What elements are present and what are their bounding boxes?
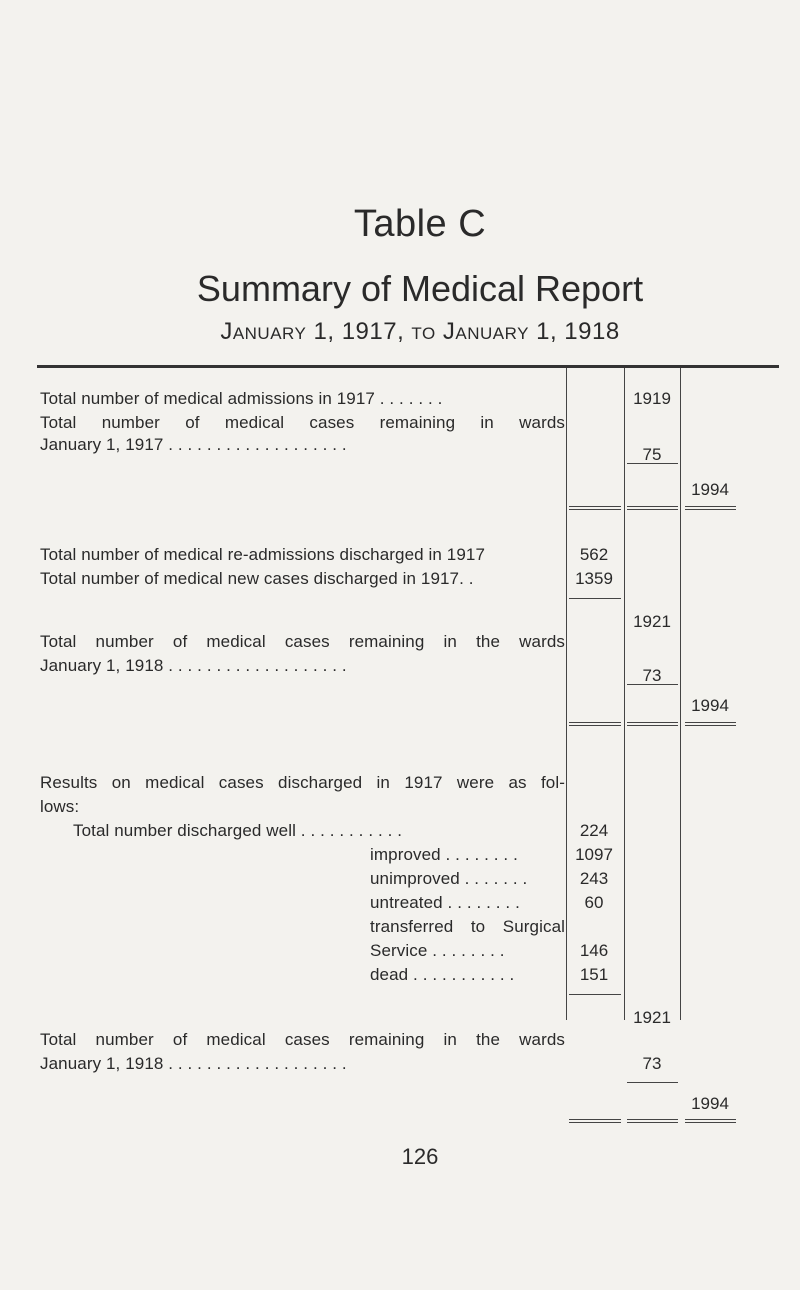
sum-rule-1 [627, 463, 678, 464]
double-rule-3a [569, 1119, 621, 1123]
row-remaining-1917-label-2: January 1, 1917 . . . . . . . . . . . . . . . . . . . [40, 435, 347, 454]
double-rule-2c [685, 722, 736, 726]
double-rule-3c [685, 1119, 736, 1123]
result-dead-label: dead . . . . . . . . . . . [370, 965, 515, 984]
row-new-cases-label: Total number of medical new cases discharged in 1917. . [40, 569, 474, 588]
sum-rule-3 [627, 684, 678, 685]
double-rule-1a [569, 506, 621, 510]
double-rule-2b [627, 722, 678, 726]
row-remaining-1917-value: 75 [642, 445, 662, 464]
double-rule-1b [627, 506, 678, 510]
date-range: January 1, 1917, to January 1, 1918 [220, 318, 620, 345]
top-rule [37, 365, 779, 368]
results-intro-2: lows: [40, 797, 80, 816]
result-untreated-label: untreated . . . . . . . . [370, 893, 520, 912]
discharged-sum-1: 1921 [633, 612, 671, 631]
table-label: Table C [353, 203, 487, 245]
page-number: 126 [401, 1144, 439, 1169]
result-well-value: 224 [579, 821, 609, 840]
result-untreated-value: 60 [584, 893, 604, 912]
column-rule-1 [566, 368, 567, 1020]
column-rule-3 [680, 368, 681, 1020]
column-rule-2 [624, 368, 625, 1020]
sum-rule-5 [627, 1082, 678, 1083]
row-remaining-1918-b-label-1: Total number of medical cases remaining in the wards [40, 1030, 565, 1049]
row-new-cases-value: 1359 [575, 569, 613, 588]
double-rule-2a [569, 722, 621, 726]
result-transferred-label-1: transferred to Surgical [370, 917, 565, 936]
result-improved-label: improved . . . . . . . . [370, 845, 518, 864]
sum-rule-4 [569, 994, 621, 995]
discharged-sum-2: 1921 [633, 1008, 671, 1027]
subtotal-3: 1994 [691, 1094, 729, 1113]
subtotal-1: 1994 [691, 480, 729, 499]
result-improved-value: 1097 [575, 845, 613, 864]
result-well-label: Total number discharged well . . . . . . . . . . . [73, 821, 403, 840]
row-admissions-value: 1919 [633, 389, 671, 408]
double-rule-1c [685, 506, 736, 510]
row-remaining-1918-b-label-2: January 1, 1918 . . . . . . . . . . . . . . . . . . . [40, 1054, 347, 1073]
row-remaining-1918-a-label-1: Total number of medical cases remaining in the wards [40, 632, 565, 651]
row-remaining-1918-a-label-2: January 1, 1918 . . . . . . . . . . . . . . . . . . . [40, 656, 347, 675]
page-title: Summary of Medical Report [196, 268, 644, 309]
row-readmissions-label: Total number of medical re-admissions discharged in 1917 [40, 545, 485, 564]
result-transferred-label-2: Service . . . . . . . . [370, 941, 505, 960]
row-remaining-1918-a-value: 73 [642, 666, 662, 685]
sum-rule-2 [569, 598, 621, 599]
row-readmissions-value: 562 [579, 545, 609, 564]
row-remaining-1918-b-value: 73 [642, 1054, 662, 1073]
results-intro-1: Results on medical cases discharged in 1917 were as fol- [40, 773, 565, 792]
result-unimproved-label: unimproved . . . . . . . [370, 869, 528, 888]
result-dead-value: 151 [579, 965, 609, 984]
row-remaining-1917-label-1: Total number of medical cases remaining in wards [40, 413, 565, 432]
result-unimproved-value: 243 [579, 869, 609, 888]
result-transferred-value: 146 [579, 941, 609, 960]
double-rule-3b [627, 1119, 678, 1123]
row-admissions-label: Total number of medical admissions in 1917 . . . . . . . [40, 389, 443, 408]
subtotal-2: 1994 [691, 696, 729, 715]
